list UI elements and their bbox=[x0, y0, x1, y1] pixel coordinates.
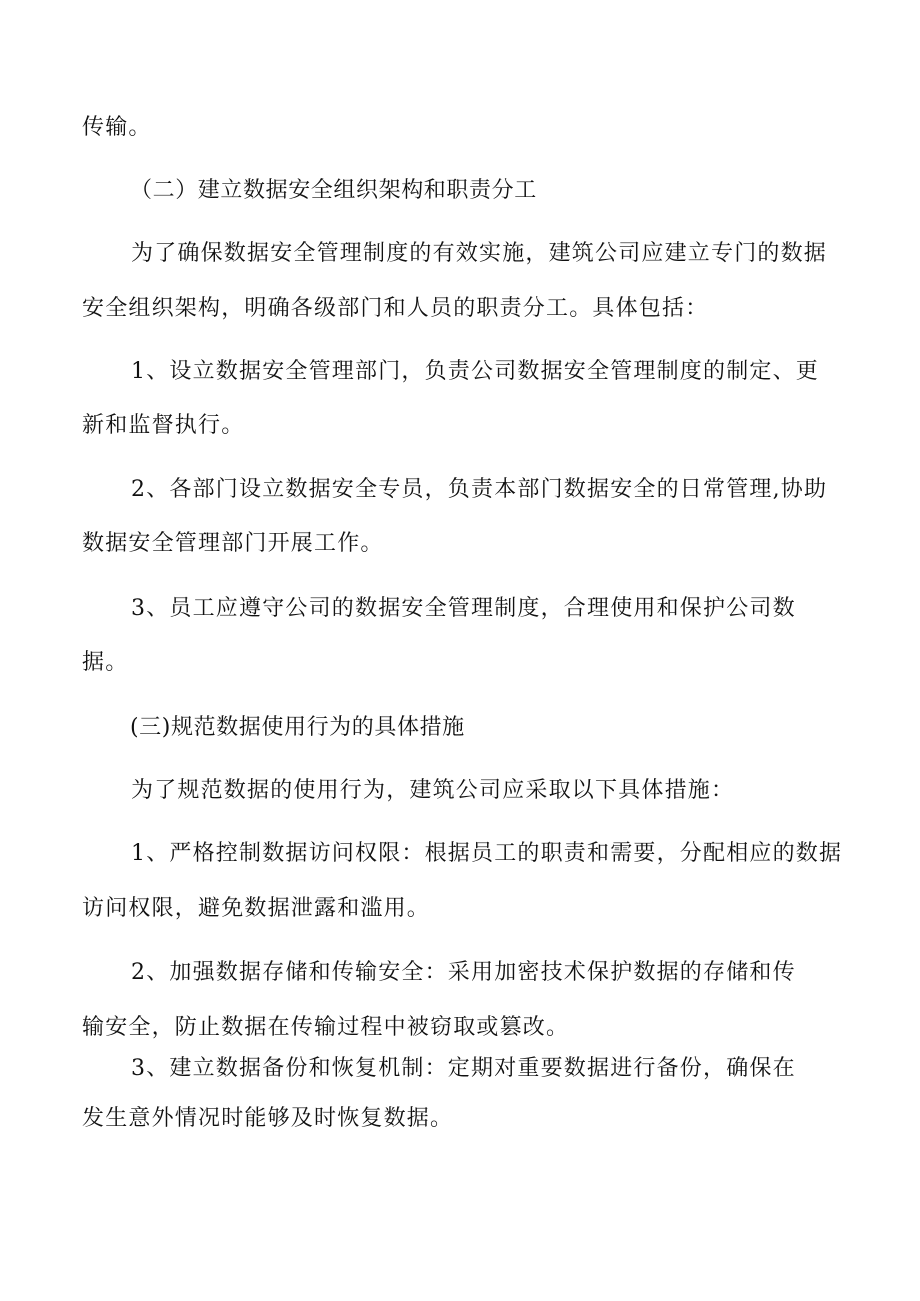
section2-item-2-line-2: 数据安全管理部门开展工作。 bbox=[82, 531, 384, 556]
section2-item-2-line-1: 2、各部门设立数据安全专员，负责本部门数据安全的日常管理,协助 bbox=[131, 477, 828, 502]
section3-item-3-line-2: 发生意外情况时能够及时恢复数据。 bbox=[82, 1106, 454, 1131]
section3-item-3-line-1: 3、建立数据备份和恢复机制：定期对重要数据进行备份，确保在 bbox=[131, 1056, 796, 1081]
section2-item-3-line-2: 据。 bbox=[82, 650, 129, 675]
section3-item-2-line-2: 输安全，防止数据在传输过程中被窃取或篡改。 bbox=[82, 1015, 570, 1040]
section2-item-3-line-1: 3、员工应遵守公司的数据安全管理制度，合理使用和保护公司数 bbox=[131, 596, 796, 621]
section3-item-1-line-2: 访问权限，避免数据泄露和滥用。 bbox=[82, 896, 431, 921]
section-heading-3: (三)规范数据使用行为的具体措施 bbox=[130, 715, 465, 740]
paragraph-continuation: 传输。 bbox=[82, 115, 152, 140]
section2-item-1-line-1: 1、设立数据安全管理部门，负责公司数据安全管理制度的制定、更 bbox=[131, 359, 819, 384]
section2-item-1-line-2: 新和监督执行。 bbox=[82, 413, 245, 438]
section2-intro-line-1: 为了确保数据安全管理制度的有效实施，建筑公司应建立专门的数据 bbox=[131, 241, 828, 266]
section2-intro-line-2: 安全组织架构，明确各级部门和人员的职责分工。具体包括： bbox=[82, 296, 709, 321]
section3-item-1-line-1: 1、严格控制数据访问权限：根据员工的职责和需要，分配相应的数据 bbox=[131, 841, 843, 866]
section3-item-2-line-1: 2、加强数据存储和传输安全：采用加密技术保护数据的存储和传 bbox=[131, 960, 796, 985]
section3-intro-line-1: 为了规范数据的使用行为，建筑公司应采取以下具体措施： bbox=[131, 778, 735, 803]
section-heading-2: （二）建立数据安全组织架构和职责分工 bbox=[130, 178, 537, 203]
